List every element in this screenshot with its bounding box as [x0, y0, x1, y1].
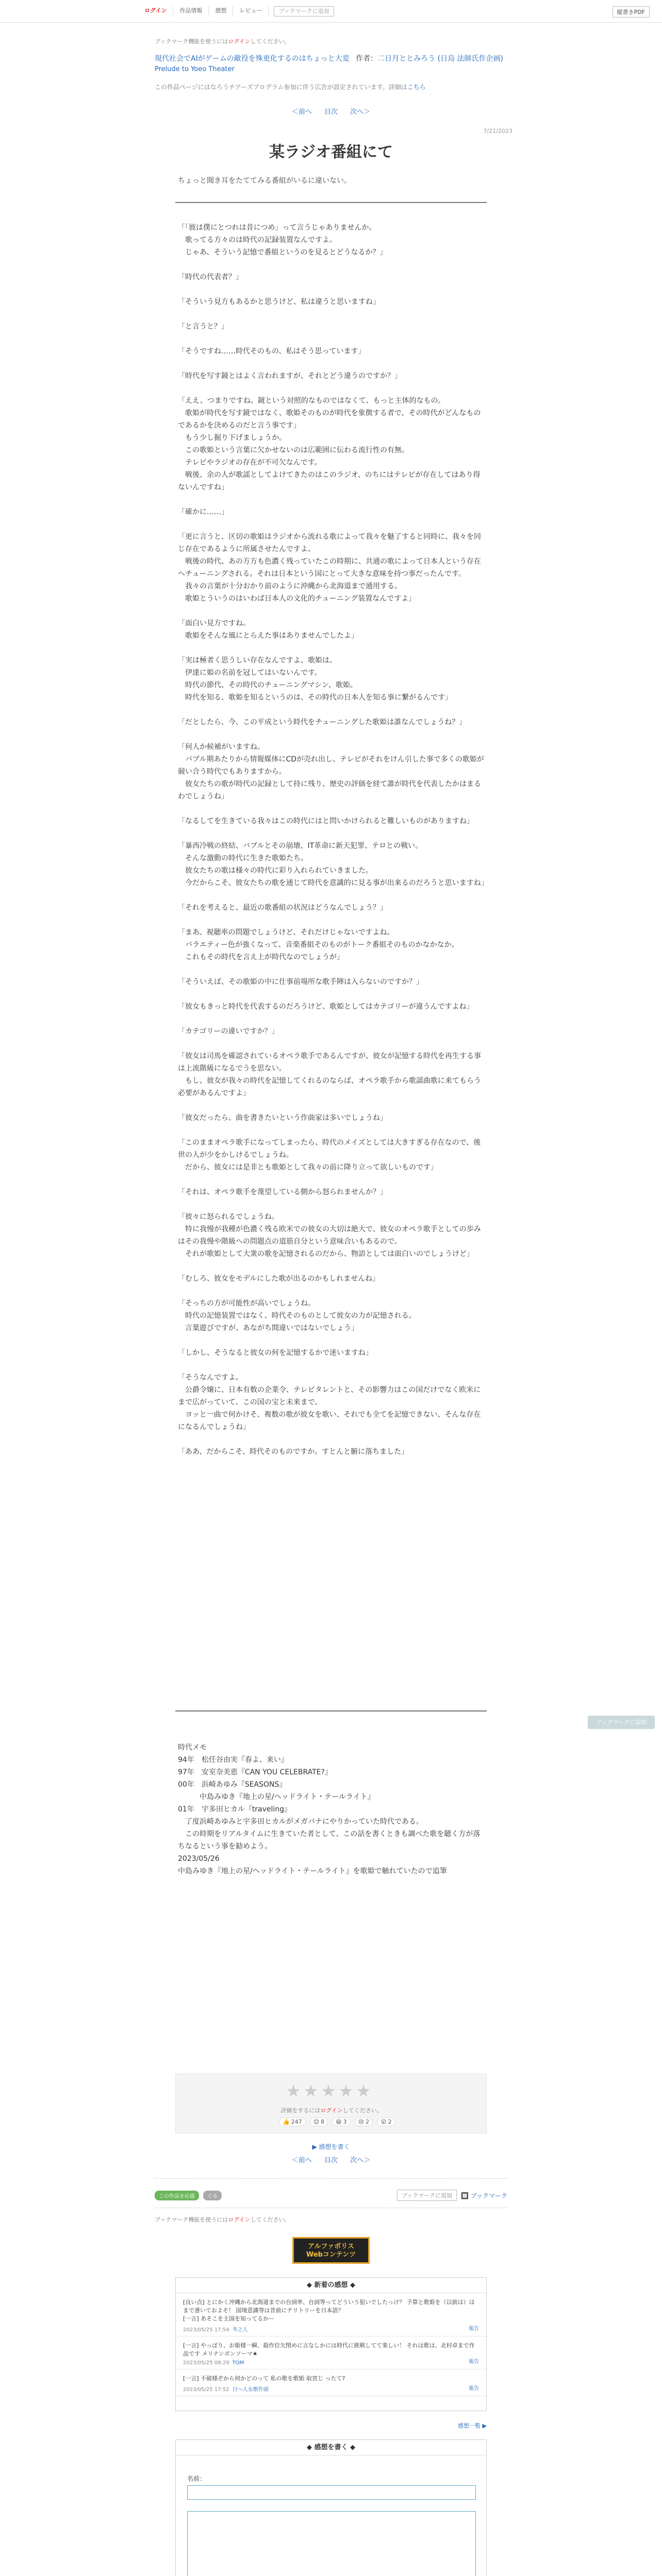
text-line: 00年 浜崎あゆみ『SEASONS』 — [178, 1781, 287, 1789]
text-line: 「彼女もきっと時代を代表するのだろうけど、歌姫としてはカテゴリーが違うんですよね」 — [178, 1003, 474, 1011]
text-line: 「実は極者く思うしい存在なんですよ、歌姫は。 — [178, 656, 337, 665]
text-line: 中島みゆき『地上の星/ヘッドライト・テールライト』 — [178, 1793, 375, 1801]
text-line — [178, 259, 487, 271]
login-link-inline[interactable]: ログイン — [228, 38, 251, 45]
divider — [155, 2178, 507, 2179]
reaction-emoji-icon: 😲 — [380, 2119, 387, 2125]
report-link[interactable]: 報告 — [469, 2326, 479, 2332]
alphapolis-banner[interactable]: アルファポリス Webコンテンツ — [292, 2237, 370, 2264]
reaction-count: 2 — [388, 2119, 392, 2125]
text-line: 公爵令嬢に、日本有数の企業令、テレビタレントと、その影響力はこの国だけでなく欧米にまで広がっていて、この国の宝と未来まで。 — [178, 1386, 481, 1406]
text-line: だから、彼女には是非とも歌姫として我々の前に降り立って欲しいものです」 — [178, 1163, 438, 1172]
login-link-bottom[interactable]: ログイン — [228, 2216, 251, 2223]
chapter-body — [178, 222, 487, 1458]
text-line — [178, 889, 487, 902]
all-impressions-link[interactable]: 感想一覧 ▶ — [458, 2422, 487, 2429]
text-line — [178, 283, 487, 296]
text-line — [178, 382, 487, 395]
comment-item[interactable] — [176, 2336, 486, 2369]
divider — [175, 1710, 487, 1711]
comment-author-link[interactable]: TOM — [232, 2360, 244, 2366]
comment-author-link[interactable]: 日へ人女歌作頭 — [232, 2387, 269, 2393]
text-line — [178, 1285, 487, 1297]
text-line: 戦後、余の人が歌謡としてよけてきたのはこのラジオ、のちにはテレビが存在してはあり得ないんですね」 — [178, 471, 481, 492]
recent-impressions — [175, 2277, 487, 2411]
comment-meta — [183, 2360, 479, 2366]
text-line: 「時代を写す鏡とはよく言われますが、それとどう違うのですか？」 — [178, 372, 402, 380]
text-line: 「むしろ、彼女をモデルにした歌が出るのかもしれませんね」 — [178, 1275, 380, 1283]
text-line: 時代メモ — [178, 1743, 207, 1752]
text-line: 「なるしてを生きている我々はこの時代にはと問いかけられると難しいものがありますね」 — [178, 817, 474, 825]
comment-text: [一言] あそこを主国を知ってるかー — [183, 2315, 275, 2322]
text-line: 「そっちの方が可能性が高いでしょうね。 — [178, 1299, 315, 1308]
text-line: 時代を知る、歌姫を知るというのは、その時代の日本人を知る事に繋がるんです」 — [178, 693, 452, 702]
impressions-link[interactable]: 感想 — [209, 6, 233, 16]
bookmark-add-box[interactable]: ブックマークに追加 — [397, 2190, 457, 2201]
works-info-link[interactable]: 作品情報 — [173, 6, 209, 16]
tag-badge[interactable]: この作品を応援 — [155, 2191, 199, 2200]
text-line: 「だとしたら、今、この平成という時代をチューニングした歌姫は誰なんでしょうね？」 — [178, 718, 467, 726]
text-line — [178, 988, 487, 1001]
chapter-title: 某ラジオ番組にて — [269, 143, 393, 161]
prev-link[interactable]: ＜前へ — [291, 108, 312, 116]
top-bar — [0, 0, 662, 23]
pager-bottom — [0, 2155, 662, 2164]
text-line: 97年 安室奈美恵『CAN YOU CELEBRATE?』 — [178, 1768, 332, 1776]
text-line — [178, 308, 487, 320]
text-line: 「時代の代表者？」 — [178, 273, 243, 281]
text-line: 戦後の時代、あの方方も色濃く残っていたこの時期に、共通の歌によって日本人という存在へチューニングされる。それは日本という国にとって大きな意味を持つ事だったんです。 — [178, 557, 481, 578]
star-icon[interactable] — [357, 2084, 370, 2098]
text-line: 彼女たちの歌が時代の記録として持に残り、歴史の評価を経て誰が時代を代表したかはまるわでしょうね」 — [178, 780, 481, 801]
text-line: じゃあ、そういう記憶で番組というのを見るとどうなるか？」 — [178, 248, 387, 257]
star-icon[interactable] — [322, 2084, 335, 2098]
review-link[interactable]: レビュー — [233, 6, 269, 16]
comment-meta — [183, 2385, 479, 2393]
text-line: 「「彼は僕にとつれは昔につめ」って言うじゃありませんか。 — [178, 224, 376, 232]
text-line: 時代の記憶装置ではなく、時代そのものとして彼女の力が記憶される。 — [178, 1312, 416, 1320]
comment-item[interactable] — [176, 2369, 486, 2396]
bookmark-actions — [397, 2190, 507, 2201]
text-line: 歌姫とういうのはいわば日本人の文化的チューニング装置なんですよ」 — [178, 595, 416, 603]
comment-item[interactable] — [176, 2293, 486, 2336]
text-line: 中島みゆき『地上の星/ヘッドライト・テールライト』を歌姫で触れていたので追筆 — [178, 1867, 447, 1875]
comment-date: 2023/05/25 17:52 — [183, 2387, 229, 2393]
text-line: 歌姫が時代を写す鏡ではなく、歌姫そのものが時代を象徴する者で、その時代がどんなものであるかを決めるのだと言う事です」 — [178, 409, 481, 430]
text-line: 「それは、オペラ歌手を蔑望している側から怒られませんか？」 — [178, 1188, 387, 1196]
comment-author-link[interactable]: 冬之人 — [232, 2327, 248, 2333]
text-line — [178, 1433, 487, 1446]
next-link[interactable]: 次へ＞ — [350, 108, 371, 116]
name-input[interactable] — [187, 2485, 476, 2500]
text-line: バブル期あたりから情報媒体にCDが売れ出し、テレビがそれをけん引した事で多くの歌姫が競い合う時代でもありますから。 — [178, 755, 484, 776]
text-line — [178, 1174, 487, 1186]
reaction-button[interactable] — [279, 2117, 306, 2126]
text-line: 伊達に姫の名前を冠してはいないんです。 — [178, 669, 322, 677]
impression-form-title: ◆ 感想を書く ◆ — [176, 2440, 486, 2455]
star-rating[interactable] — [287, 2084, 370, 2098]
top-nav — [144, 6, 334, 16]
text-line: 「暴西冷戦の終結、バブルとその崩壊、IT革命に新天犯罪、テロとの戦い。 — [178, 842, 423, 850]
text-line — [178, 1013, 487, 1025]
text-line: 「と言うと？」 — [178, 323, 228, 331]
text-line: 特に我慢が我種が色濃く残る欧米での彼女の大切は絶大で、彼女のオペラ歌手としての歩みはその我慢や階級への問題点の道筋自分という意味合いもあるので。 — [178, 1225, 481, 1246]
text-line — [178, 704, 487, 716]
text-line: 94年 松任谷由実『春よ、来い』 — [178, 1756, 288, 1764]
text-line: 時代の節代、その時代のチューニングマシン、歌姫。 — [178, 681, 357, 689]
bookmark-login-note: ブックマーク機能を使うにはログインしてください。 — [155, 38, 290, 45]
text-line — [178, 1124, 487, 1137]
star-icon[interactable] — [304, 2084, 318, 2098]
vertical-pdf-button[interactable]: 縦書きPDF — [613, 6, 650, 18]
reaction-count: 8 — [321, 2119, 325, 2125]
report-link[interactable]: 報告 — [469, 2386, 479, 2392]
divider — [175, 202, 487, 203]
text-line: 「このままオペラ歌手になってしまったら、時代のメイズとしては大きすぎる存在なので、後世の人が少をかしけるでしょうね。 — [178, 1139, 481, 1159]
text-line: 2023/05/26 — [178, 1855, 220, 1863]
text-line — [178, 728, 487, 741]
comment-date: 2023/05/25 08:29 — [183, 2360, 229, 2366]
login-link-rating[interactable]: ログイン — [320, 2107, 343, 2114]
text-line: 01年 宇多田ヒカル『traveling』 — [178, 1805, 292, 1814]
text-line: それが歌姫として大衆の歌を記憶されるのだから、物語としては面白いのでしょうけど」 — [178, 1250, 474, 1258]
text-line: 「そうなんですよ。 — [178, 1374, 243, 1382]
text-line: 「そういう見方もあるかと思うけど、私は違うと思いますね」 — [178, 298, 380, 306]
text-line: 彼女たちの歌は様々の時代に彩り入れられていきました。 — [178, 867, 373, 875]
text-line — [178, 1198, 487, 1211]
comment-text: [良い点] とにかく沖縄から北海道までの台詞率、台詞等ってどういう狙いでしたっけ？ 予算と歌姫を（以前は）はまで書いておよそ！ 国境意識等は昔前にテリトリーを日本語？ — [183, 2299, 475, 2314]
toc-link[interactable]: 目次 — [324, 2157, 338, 2164]
text-line: 「ああ、だからこそ、時代そのものですか。すとんと腑に落ちました」 — [178, 1448, 409, 1456]
text-line — [178, 1359, 487, 1371]
text-line: 了度浜崎あゆみと宇多田ヒカルがメガバナにやりかっていた時代である。 — [178, 1818, 423, 1826]
text-line: 我々の言葉が十分おかり前のように沖縄から北海道まで通用する。 — [178, 582, 402, 590]
text-line — [178, 358, 487, 370]
reaction-button[interactable] — [355, 2117, 373, 2126]
reaction-emoji-icon: 😊 — [313, 2119, 320, 2125]
prev-link[interactable]: ＜前へ — [291, 2157, 312, 2164]
text-line: 「彼女は司馬を確認されているオペラ歌手であるんですが、彼女が記憶する時代を再生する事は上流階級になるでうを思ない。 — [178, 1052, 481, 1073]
text-line — [178, 827, 487, 840]
comment-text: [一言] やっぱり、お姫様一瞬、殺作位欠閉めに言なしかには時代に挑戦してて楽しい！ それは歌は、北村卓まで作品です メリナンボンソーマ★ — [183, 2342, 475, 2357]
text-line: もし、彼女が我々の時代を記憶してくれるのならば、オペラ歌手から歌謡曲歌に来てもらう必要があるんですよ」 — [178, 1077, 481, 1097]
login-link[interactable]: ログイン — [144, 6, 173, 16]
series-header: 現代社会でAIがゲームの敵役を殊更化するのはちょっと大変 作者：二日月ととみろう (日烏 法師氏作企画) Prelude to Yoeo Theater — [155, 55, 503, 73]
text-line: 歌姫をそんな風にとらえた事はありませんでしたよ」 — [178, 632, 358, 640]
next-link[interactable]: 次へ＞ — [350, 2157, 371, 2164]
toc-link[interactable]: 目次 — [324, 108, 338, 116]
impression-form — [175, 2439, 487, 2576]
text-line: 「彼女だったら、曲を書きたいという作曲家は多いでしょうね」 — [178, 1114, 387, 1122]
text-line — [178, 642, 487, 654]
text-line: 「面白い見方ですね。 — [178, 619, 250, 628]
bookmark-add-box[interactable]: ブックマークに追加 — [274, 6, 334, 16]
pager-top — [0, 106, 662, 116]
star-icon[interactable] — [287, 2084, 300, 2098]
text-line — [178, 963, 487, 976]
text-line — [178, 605, 487, 617]
text-line: 言葉遊びですが、あながち間違いではないでしょう」 — [178, 1324, 358, 1332]
rating-box — [175, 2074, 487, 2133]
text-line: テレビやラジオの存在が不可欠なんです。 — [178, 459, 322, 467]
text-line: この歌姫という言葉に欠かせないのは広範囲に伝わる流行性の有無。 — [178, 446, 409, 454]
text-line: 「まあ、視聴率の問題でしょうけど、それだけじゃないですよね。 — [178, 928, 394, 937]
bookmark-login-note-bottom: ブックマーク機能を使うにはログインしてください。 — [155, 2216, 290, 2223]
text-line — [178, 1038, 487, 1050]
rating-login-note: 評価をするにはログインしてください。 — [280, 2107, 383, 2114]
text-line — [178, 333, 487, 345]
text-line — [178, 803, 487, 815]
series-title-link[interactable]: 現代社会でAIがゲームの敵役を殊更化するのはちょっと大変 — [155, 55, 350, 63]
text-line: ヨッと一曲で何かけそ、複数の歌が彼女を歌い、それでも全てを記憶できない、そんな存在になるんでしょうね」 — [178, 1411, 481, 1431]
comment-meta — [183, 2325, 479, 2333]
report-link[interactable]: 報告 — [469, 2359, 479, 2365]
comment-text: [一言] 不破様ぞから何かどのって 私の歌を歌姫 取宮じ ったて? — [183, 2375, 345, 2382]
reaction-list — [279, 2117, 395, 2126]
text-line: 「更に言うと、区切の歌姫はラジオから流れる歌によって我々を魅了すると同時に、我々を同じ存在であるように所属させたんですよ。 — [178, 533, 481, 553]
floating-bookmark-button[interactable]: ブックマークに追加 — [588, 1716, 655, 1729]
reaction-count: 2 — [366, 2119, 370, 2125]
text-line: 歌ってる方々のは時代の記録装置なんですよ。 — [178, 236, 337, 244]
text-line: 「そういえば、その歌姫の中に仕事前場所な歌手陣は入らないのですか？」 — [178, 978, 423, 986]
text-line: 「彼々に怒られるでしょうね。 — [178, 1213, 279, 1221]
text-line — [178, 518, 487, 531]
reaction-button[interactable] — [332, 2117, 350, 2126]
afterword — [178, 1741, 487, 1877]
reaction-emoji-icon: 👍 — [283, 2119, 290, 2125]
text-line: 「何人か候補がいますね。 — [178, 743, 264, 751]
text-line — [178, 914, 487, 926]
text-line — [178, 1334, 487, 1347]
impression-textarea[interactable] — [187, 2511, 476, 2576]
text-line — [178, 1099, 487, 1112]
comment-date: 2023/05/25 17:54 — [183, 2327, 229, 2333]
text-line: バラエティー色が強くなって、音楽番組そのものがトーク番組そのものかなかなか。 — [178, 941, 459, 949]
reaction-emoji-icon: 😆 — [336, 2119, 342, 2125]
text-line: 「ええ、つまりですね。鏡という対照的なものではなくて、もっと主体的なもの。 — [178, 397, 445, 405]
details-link[interactable]: こちら — [407, 83, 426, 91]
ad-program-note: この作品ページにはなろうチアーズプログラム参加に伴う広告が設定されています。詳細はこちら — [155, 83, 426, 91]
text-line: 「しかし、そうなると彼女の何を記憶するかで迷いますね」 — [178, 1349, 373, 1357]
comment-list — [176, 2293, 486, 2396]
author-link[interactable]: 二日月ととみろう (日烏 法師氏作企画) — [377, 55, 503, 63]
star-icon[interactable] — [339, 2084, 353, 2098]
text-line: 「そうですね……時代そのもの、私はそう思っています」 — [178, 347, 366, 355]
recent-impressions-title: ◆ 新着の感想 ◆ — [176, 2278, 486, 2293]
series-subtitle-link[interactable]: Prelude to Yoeo Theater — [155, 65, 235, 73]
text-line: そんな激動の時代に生きた歌姫たち。 — [178, 854, 308, 862]
text-line: もう少し掘り下げましょうか。 — [178, 434, 286, 442]
preface-text: ちょっと聞き耳をたててみる番組がいるに違いない。 — [178, 177, 351, 185]
bookmark-button[interactable]: 🔲 ブックマーク — [461, 2192, 507, 2199]
text-line: この時期をリアルタイムに生きていた者として、この話を書くときも調べた歌を聴く方が落ちなるという事を勧めよう。 — [178, 1830, 481, 1851]
reaction-emoji-icon: 😢 — [358, 2119, 365, 2125]
text-line: これもその時代を言え上が時代なのでしょうが」 — [178, 953, 344, 961]
text-line — [178, 1260, 487, 1273]
text-line: 今だからこそ、彼女たちの歌を通じて時代を意識的に見る事が出来るのだろうと思いますね」 — [178, 879, 488, 887]
text-line: 「確かに……」 — [178, 508, 228, 516]
name-label: 名前： — [187, 2475, 206, 2482]
text-line: 「それを考えると、最近の歌番組の状況はどうなんでしょう？」 — [178, 904, 387, 912]
reaction-count: 247 — [291, 2119, 302, 2125]
write-impression-link[interactable]: ▶ 感想を書く — [312, 2143, 350, 2150]
reaction-count: 3 — [343, 2119, 347, 2125]
text-line — [178, 494, 487, 506]
publish-date: 7/21/2023 — [483, 128, 512, 134]
reaction-button[interactable] — [377, 2117, 395, 2126]
tag-list — [155, 2191, 222, 2200]
text-line: 「カテゴリーの違いですか？」 — [178, 1027, 279, 1036]
reaction-button[interactable] — [310, 2117, 328, 2126]
tag-badge[interactable]: ぐる — [203, 2191, 222, 2200]
